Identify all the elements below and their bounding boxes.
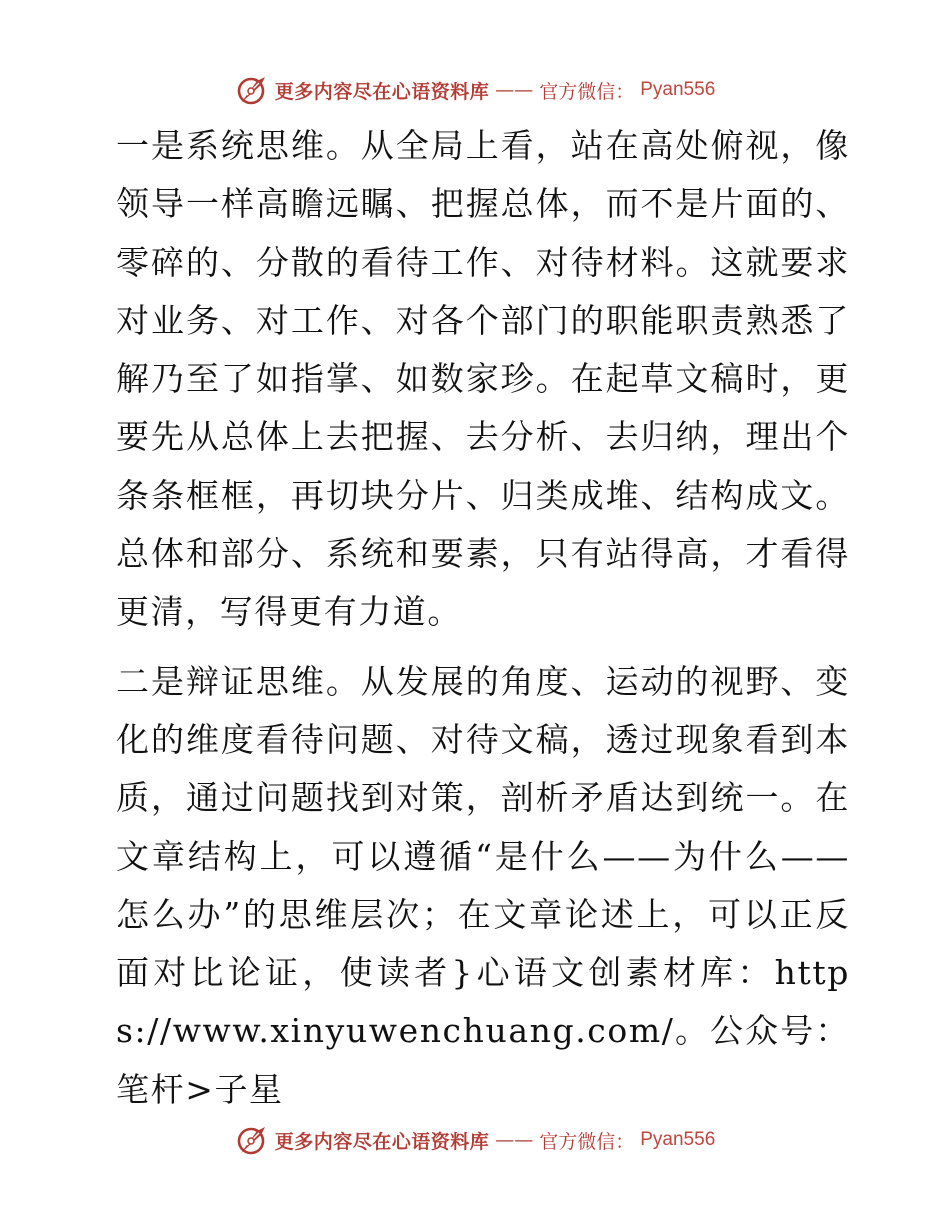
quill-circle-logo-icon [235, 73, 269, 107]
header-banner-dash: —— [495, 79, 534, 101]
header-contact-id: Pyan556 [640, 79, 716, 100]
paragraph-dialectical-thinking: 二是辩证思维。从发展的角度、运动的视野、变化的维度看待问题、对待文稿，透过现象看到本质，通过问题找到对策，剖析矛盾达到统一。在文章结构上，可以遵循“是什么——为什么——怎么办”的思维层次；在文章论述上，可以正反面对比论证，使读者}心语文创素材库：https://www.xinyuwenchuang.com/。公众号：笔杆>子星 [116, 661, 850, 1109]
header-banner-inner [235, 73, 716, 107]
footer-banner-inner [235, 1123, 716, 1157]
footer-banner-text: 更多内容尽在心语资料库 [274, 1130, 490, 1153]
header-contact-label: 官方微信： [539, 80, 635, 103]
quill-circle-logo-icon [235, 1123, 269, 1157]
header-banner-text: 更多内容尽在心语资料库 [274, 80, 490, 103]
footer-banner-dash: —— [495, 1129, 534, 1151]
header-banner [0, 70, 950, 110]
paragraph-systems-thinking: 一是系统思维。从全局上看，站在高处俯视，像领导一样高瞻远瞩、把握总体，而不是片面的、零碎的、分散的看待工作、对待材料。这就要求对业务、对工作、对各个部门的职能职责熟悉了解乃至了如指掌、如数家珍。在起草文稿时，更要先从总体上去把握、去分析、去归纳，理出个条条框框，再切块分片、归类成堆、结构成文。总体和部分、系统和要素，只有站得高，才看得更清，写得更有力道。 [116, 126, 850, 632]
footer-banner [0, 1120, 950, 1160]
document-body [98, 117, 850, 1119]
footer-contact-id: Pyan556 [640, 1129, 716, 1150]
footer-contact-label: 官方微信： [539, 1130, 635, 1153]
